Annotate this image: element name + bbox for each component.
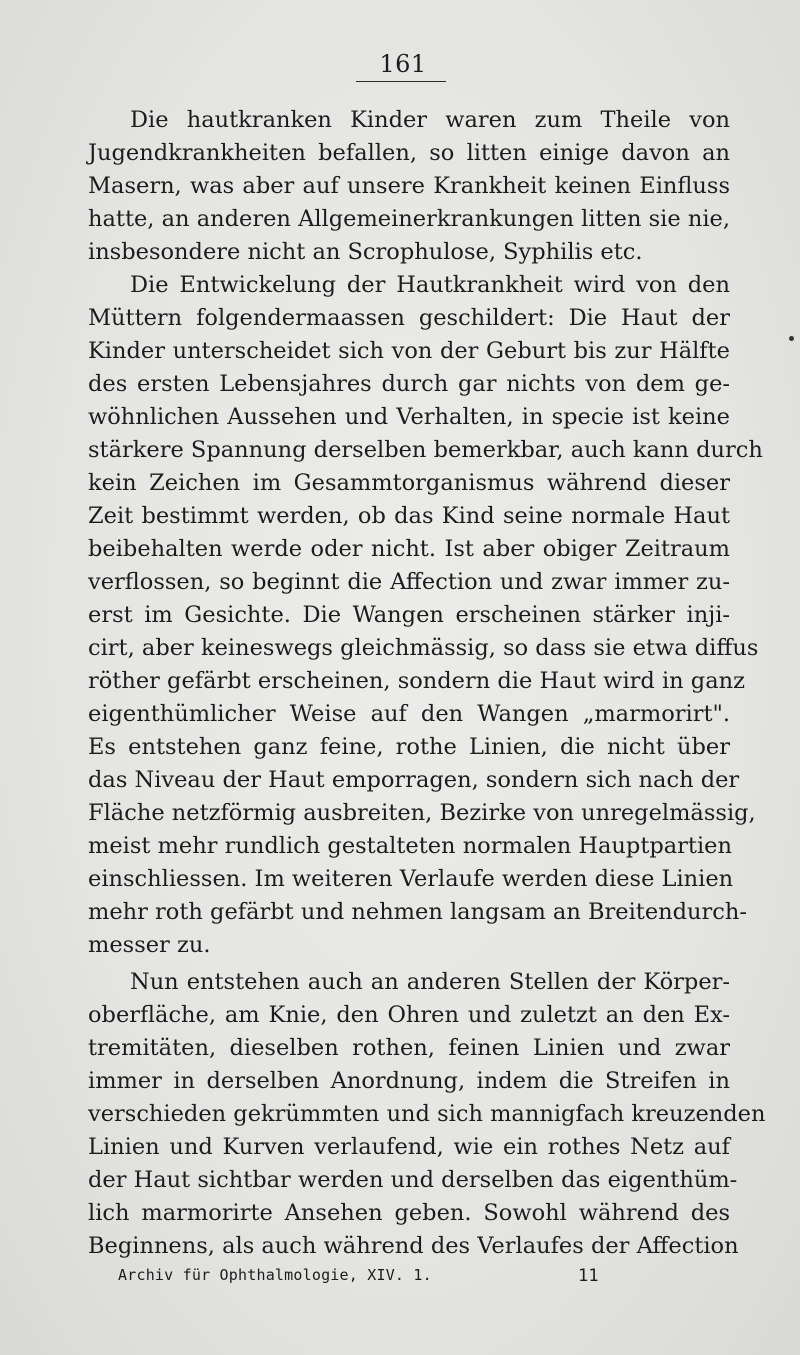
text-line: verflossen, so beginnt die Affection und zwar immer zu- xyxy=(88,569,730,595)
text-line: wöhnlichen Aussehen und Verhalten, in specie ist keine xyxy=(88,404,730,430)
page-number-rule xyxy=(356,81,446,82)
text-line: cirt, aber keineswegs gleichmässig, so dass sie etwa diffus xyxy=(88,635,759,661)
text-line: oberfläche, am Knie, den Ohren und zuletzt an den Ex- xyxy=(88,1002,730,1028)
text-line: des ersten Lebensjahres durch gar nichts von dem ge- xyxy=(88,371,730,397)
text-line: meist mehr rundlich gestalteten normalen Hauptpartien xyxy=(88,833,732,859)
text-line: lich marmorirte Ansehen geben. Sowohl während des xyxy=(88,1200,730,1226)
signature-mark: 11 xyxy=(578,1266,599,1286)
paragraph xyxy=(88,104,730,269)
paragraph xyxy=(88,966,766,1263)
text-line: erst im Gesichte. Die Wangen erscheinen stärker inji- xyxy=(88,602,730,628)
text-line: Zeit bestimmt werden, ob das Kind seine normale Haut xyxy=(88,503,730,529)
text-line: Die hautkranken Kinder waren zum Theile von xyxy=(130,107,730,133)
text-line: messer zu. xyxy=(88,932,211,958)
text-line: Müttern folgendermaassen geschildert: Die Haut der xyxy=(88,305,730,331)
text-line: Kinder unterscheidet sich von der Geburt bis zur Hälfte xyxy=(88,338,730,364)
text-line: Nun entstehen auch an anderen Stellen der Körper- xyxy=(130,969,730,995)
text-line: der Haut sichtbar werden und derselben das eigenthüm- xyxy=(88,1167,738,1193)
text-line: Masern, was aber auf unsere Krankheit keinen Einfluss xyxy=(88,173,730,199)
page-number: 161 xyxy=(379,50,427,78)
text-line: kein Zeichen im Gesammtorganismus während dieser xyxy=(88,470,730,496)
text-line: verschieden gekrümmten und sich mannigfach kreuzenden xyxy=(88,1101,766,1127)
text-line: beibehalten werde oder nicht. Ist aber obiger Zeitraum xyxy=(88,536,730,562)
text-line: röther gefärbt erscheinen, sondern die Haut wird in ganz xyxy=(88,668,745,694)
text-line: hatte, an anderen Allgemeinerkrankungen litten sie nie, xyxy=(88,206,730,232)
text-line: das Niveau der Haut emporragen, sondern sich nach der xyxy=(88,767,740,793)
text-line: mehr roth gefärbt und nehmen langsam an Breitendurch- xyxy=(88,899,747,925)
text-line: stärkere Spannung derselben bemerkbar, auch kann durch xyxy=(88,437,763,463)
text-line: immer in derselben Anordnung, indem die Streifen in xyxy=(88,1068,730,1094)
text-line: einschliessen. Im weiteren Verlaufe werden diese Linien xyxy=(88,866,734,892)
text-line: Es entstehen ganz feine, rothe Linien, die nicht über xyxy=(88,734,730,760)
text-line: Die Entwickelung der Hautkrankheit wird von den xyxy=(130,272,730,298)
text-line: eigenthümlicher Weise auf den Wangen „marmorirt". xyxy=(88,701,730,727)
text-line: Linien und Kurven verlaufend, wie ein rothes Netz auf xyxy=(88,1134,730,1160)
text-line: Fläche netzförmig ausbreiten, Bezirke von unregelmässig, xyxy=(88,800,756,826)
body-text xyxy=(88,104,766,1263)
text-line: tremitäten, dieselben rothen, feinen Linien und zwar xyxy=(88,1035,730,1061)
journal-citation: Archiv für Ophthalmologie, XIV. 1. xyxy=(118,1266,432,1284)
ink-speck xyxy=(789,336,794,341)
text-line: Beginnens, als auch während des Verlaufes der Affection xyxy=(88,1233,739,1259)
text-line: Jugendkrankheiten befallen, so litten einige davon an xyxy=(88,140,730,166)
text-line: insbesondere nicht an Scrophulose, Syphilis etc. xyxy=(88,239,643,265)
paragraph xyxy=(88,269,763,962)
